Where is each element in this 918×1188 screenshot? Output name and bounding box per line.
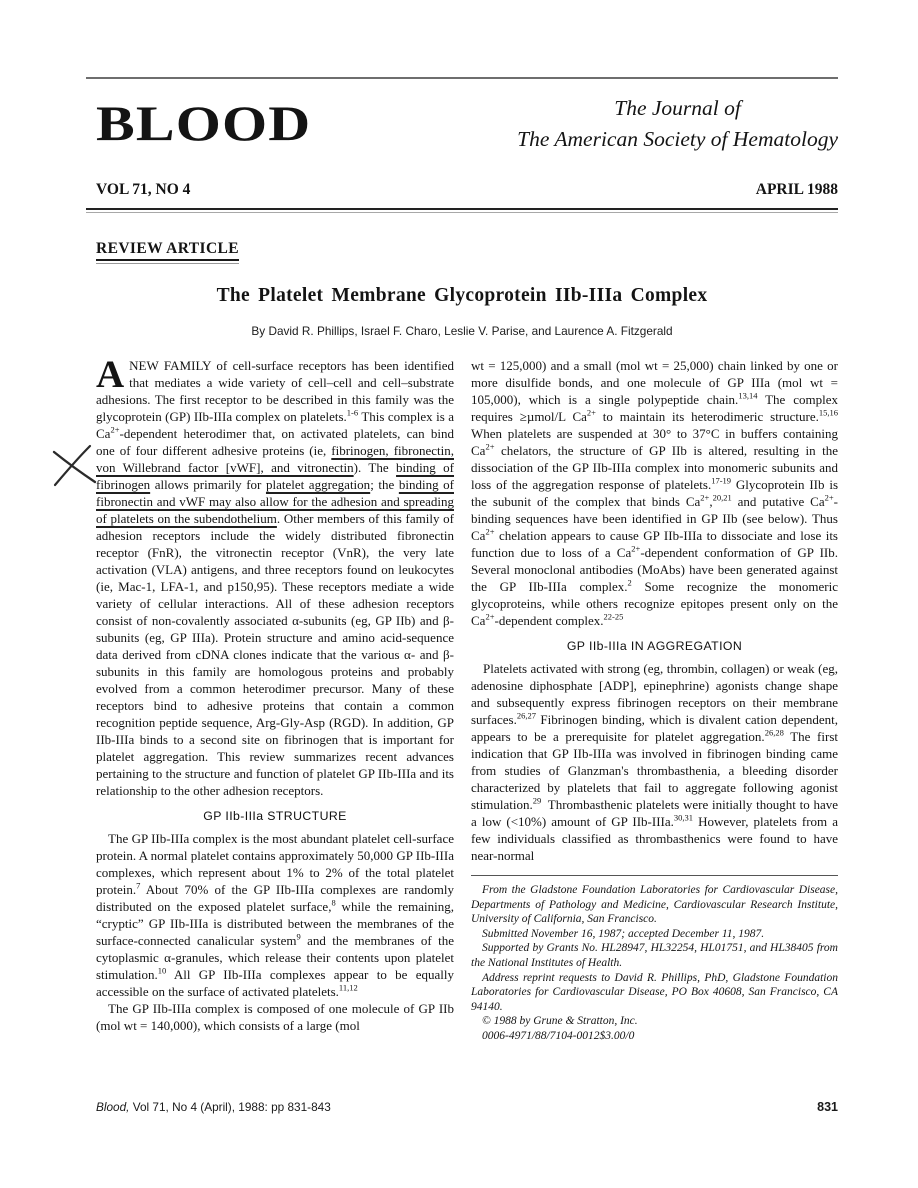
footnote-grants: Supported by Grants No. HL28947, HL32254, HL01751, and HL38405 from the National Institutes of Health. [471, 942, 838, 969]
journal-tagline [517, 93, 838, 155]
paragraph-intro [96, 353, 455, 799]
page-content [86, 0, 838, 1044]
byline: By David R. Phillips, Israel F. Charo, Leslie V. Parise, and Laurence A. Fitzgerald [251, 324, 673, 338]
margin-x-annotation [50, 442, 98, 493]
masthead [86, 97, 838, 155]
section-heading-structure: GP IIb-IIIa STRUCTURE [203, 809, 347, 823]
body-column-right [471, 357, 838, 1044]
section-label: REVIEW ARTICLE [96, 240, 239, 261]
page-number: 831 [817, 1100, 838, 1114]
tagline-line1: The Journal of [614, 96, 741, 120]
paragraph-structure-2: The GP IIb-IIIa complex is composed of one molecule of GP IIb (mol wt = 140,000), which consists of a large (mol [96, 1001, 454, 1033]
footer-citation [96, 1100, 331, 1114]
tagline-line2: The American Society of Hematology [517, 127, 838, 151]
body-columns [86, 353, 839, 1044]
volume-row [86, 181, 838, 199]
journal-logo: BLOOD [96, 95, 312, 151]
footnote-block [471, 875, 838, 1044]
footnote-article-code: 0006-4971/88/7104-0012$3.00/0 [482, 1029, 635, 1042]
footnote-copyright: © 1988 by Grune & Stratton, Inc. [482, 1015, 638, 1028]
section-label-row [96, 240, 838, 264]
footer-citation-journal: Blood, [96, 1100, 130, 1114]
footnote-affiliation: From the Gladstone Foundation Laboratories for Cardiovascular Disease, Departments of Pathology and Medicine, Cardiovascular Research Institute, University of California, San Francisco. [471, 884, 838, 926]
article-title: The Platelet Membrane Glycoprotein IIb-IIIa Complex [216, 285, 708, 306]
paragraph-intro-text: NEW FAMILY of cell-surface receptors has been identified that mediates a wide variety of cell–cell and cell–substrate adhesions. The first receptor to be described in this family was the glycoprotein (GP) IIb-IIIa complex on platelets.$^{1-6}$ This complex is a $Ca^{2+}$-dependent heterodimer that, on activated platelets, can bind one of four different adhesive proteins (ie, fibrinogen, fibronectin, von Willebrand factor [vWF], and vitronectin). The binding of fibrinogen allows primarily for platelet aggregation; the binding of fibronectin and vWF may also allow for the adhesion and spreading of platelets on the subendothelium. Other members of this family of adhesion receptors include the widely distributed fibronectin receptor (FnR), the vitronectin receptor (VnR), the very late activation (VLA) antigens, and three receptors found on leukocytes (ie, Mac-1, LFA-1, and p150,95). These receptors mediate a wide variety of cellular interactions. All of these adhesion receptors consist of non-covalently associated α-subunits (eg, GP IIb) and β-subunits (eg, GP IIIa). Protein structure and amino acid-sequence data derived from cDNA clones indicate that the various α- and β-subunits in this family are homologous proteins and probably evolved from a common heterodimer precursor. Many of these receptors bind to adhesive proteins that contain a common recognition peptide sequence, Arg-Gly-Asp (RGD). In addition, GP IIb-IIIa binds to a second site on fibrinogen that is important for platelet aggregation. This review summarizes recent advances pertaining to the structure and function of platelet GP IIb-IIIa and its relationship to the other adhesion receptors. [96, 358, 455, 798]
header-rule [86, 208, 838, 213]
footnote-submitted: Submitted November 16, 1987; accepted December 11, 1987. [482, 927, 765, 940]
footnote-reprints: Address reprint requests to David R. Phillips, PhD, Gladstone Foundation Laboratories for Cardiovascular Disease, PO Box 40608, San Francisco, CA 94140. [471, 971, 838, 1013]
dropcap: A [96, 353, 125, 396]
top-rule [86, 77, 838, 79]
paragraph-structure-continued: wt = 125,000) and a small (mol wt = 25,000) chain linked by one or more disulfide bonds, and one molecule of GP IIIa (mol wt = 105,000), which is a single polypeptide chain.$^{13,14}$ The complex requires ≥µmol/L $Ca^{2+}$ to maintain its heterodimeric structure.$^{15,16}$ When platelets are suspended at 30° to 37°C in buffers containing $Ca^{2+}$ chelators, the structure of GP IIb is altered, resulting in the dissociation of the GP IIb-IIIa complex into monomeric subunits and loss of the aggregation response of platelets.$^{17-19}$ Glycoprotein IIb is the subunit of the complex that binds $Ca^{2+},^{20,21}$ and putative $Ca^{2+}$-binding sequences have been identified in GP IIb (see below). Thus $Ca^{2+}$ chelation appears to cause GP IIb-IIIa to dissociate and lose its function due to loss of a $Ca^{2+}$-dependent conformation of GP IIb. Several monoclonal antibodies (MoAbs) have been generated against the GP IIb-IIIa complex.$^2$ Some recognize the monomeric glycoproteins, while others recognize epitopes present only on the $Ca^{2+}$-dependent complex.$^{22-25}$ [471, 358, 839, 628]
body-column-left [96, 353, 455, 1044]
volume-label: VOL 71, NO 4 [96, 181, 191, 198]
page-footer [96, 1100, 838, 1114]
paragraph-aggregation: Platelets activated with strong (eg, thrombin, collagen) or weak (eg, adenosine diphosphate [ADP], epinephrine) agonists change shape and subsequently express fibrinogen receptors on their membrane surfaces.$^{26,27}$ Fibrinogen binding, which is divalent cation dependent, appears to be a prerequisite for platelet aggregation.$^{26,28}$ The first indication that GP IIb-IIIa was involved in fibrinogen binding came from studies of Glanzman's thrombasthenia, a bleeding disorder characterized by platelets that fail to aggregate following agonist stimulation.$^{29}$ Thrombasthenic platelets were initially thought to have a low (<10%) amount of GP IIb-IIIa.$^{30,31}$ However, platelets from a few individuals classified as thrombasthenics were found to have near-normal [471, 661, 839, 863]
footer-citation-rest: Vol 71, No 4 (April), 1988: pp 831-843 [129, 1100, 331, 1114]
section-label-underline [96, 240, 239, 264]
paragraph-structure-1: The GP IIb-IIIa complex is the most abundant platelet cell-surface protein. A normal platelet contains approximately 50,000 GP IIb-IIIa complexes, which represent about 1% to 2% of the total platelet protein.$^7$ About 70% of the GP IIb-IIIa complexes are randomly distributed on the exposed platelet surface,$^8$ while the remaining, “cryptic” GP IIb-IIIa is distributed between the membranes of the surface-connected canalicular system$^9$ and the membranes of the cytoplasmic α-granules, which release their contents upon platelet stimulation.$^{10}$ All GP IIb-IIIa complexes appear to be equally accessible on the surface of activated platelets.$^{11,12}$ [96, 831, 454, 999]
issue-date: APRIL 1988 [755, 181, 838, 198]
section-heading-aggregation: GP IIb-IIIa IN AGGREGATION [566, 639, 743, 653]
